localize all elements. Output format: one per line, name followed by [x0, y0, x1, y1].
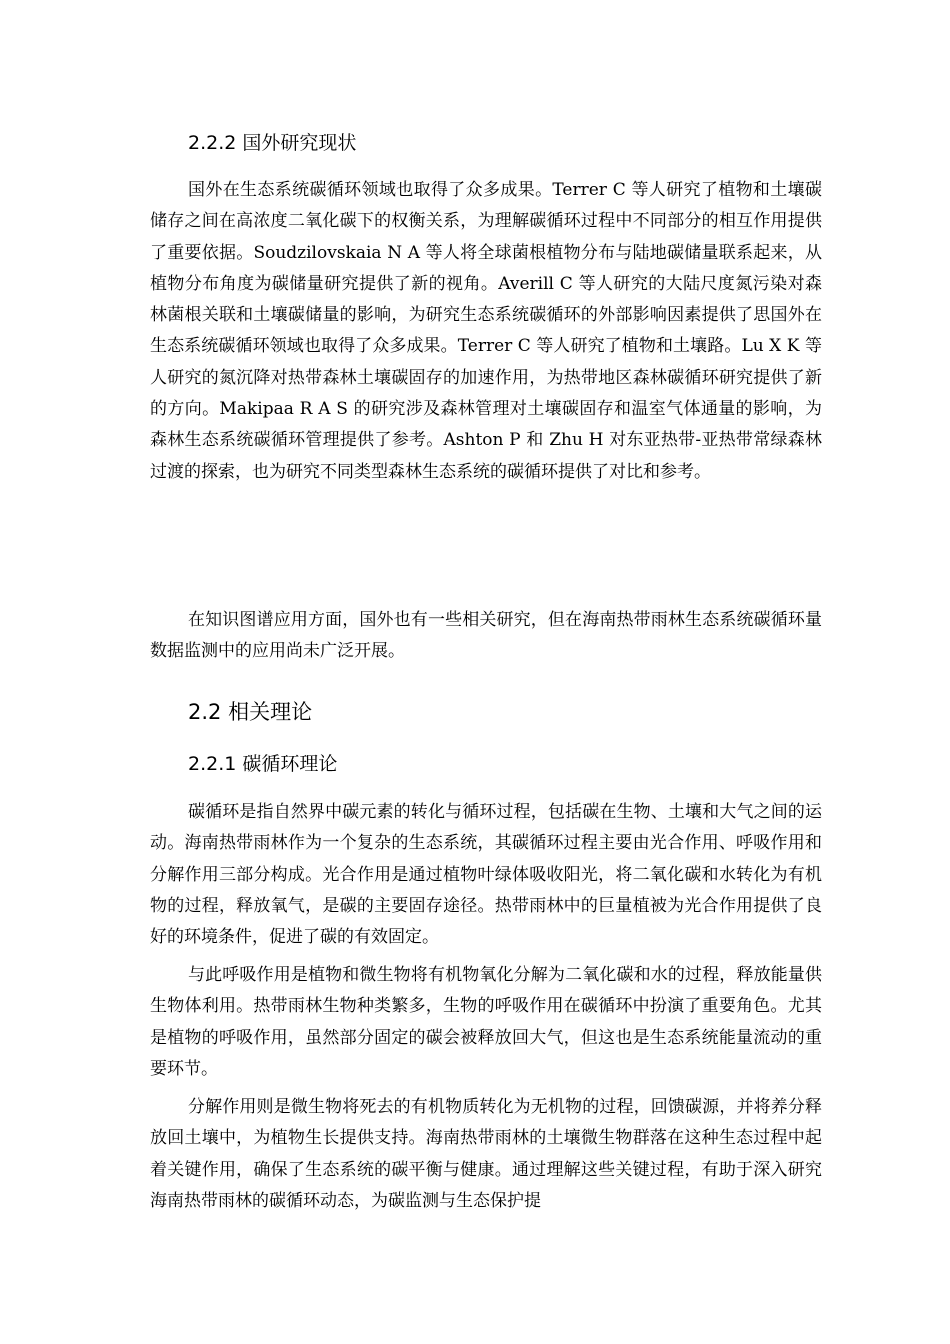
paragraph-decomposition: 分解作用则是微生物将死去的有机物质转化为无机物的过程，回馈碳源，并将养分释放回土壤中，为植物生长提供支持。海南热带雨林的土壤微生物群落在这种生态过程中起着关键作用，确保了生态系统的碳平衡与健康。通过理解这些关键过程，有助于深入研究海南热带雨林的碳循环动态，为碳监测与生态保护提 — [150, 1097, 822, 1211]
section-heading-related-theory: 2.2 相关理论 — [188, 700, 313, 724]
paragraph-carbon-cycle-definition: 碳循环是指自然界中碳元素的转化与循环过程，包括碳在生物、土壤和大气之间的运动。海南热带雨林作为一个复杂的生态系统，其碳循环过程主要由光合作用、呼吸作用和分解作用三部分构成。光合作用是通过植物叶绿体吸收阳光，将二氧化碳和水转化为有机物的过程，释放氧气，是碳的主要固存途径。热带雨林中的巨量植被为光合作用提供了良好的环境条件，促进了碳的有效固定。 — [150, 802, 822, 948]
section-heading-carbon-cycle-theory: 2.2.1 碳循环理论 — [188, 753, 338, 775]
section-heading-foreign-status: 2.2.2 国外研究现状 — [188, 132, 357, 154]
paragraph-knowledge-graph: 在知识图谱应用方面，国外也有一些相关研究，但在海南热带雨林生态系统碳循环量数据监测中的应用尚未广泛开展。 — [150, 610, 822, 662]
paragraph-foreign-research: 国外在生态系统碳循环领域也取得了众多成果。Terrer C 等人研究了植物和土壤碳储存之间在高浓度二氧化碳下的权衡关系，为理解碳循环过程中不同部分的相互作用提供了重要依据。Soudzilovskaia N A 等人将全球菌根植物分布与陆地碳储量联系起来，从植物分布角度为碳储量研究提供了新的视角。Averill C 等人研究的大陆尺度氮污染对森林菌根关联和土壤碳储量的影响，为研究生态系统碳循环的外部影响因素提供了思国外在生态系统碳循环领域也取得了众多成果。Terrer C 等人研究了植物和土壤路。Lu X K 等人研究的氮沉降对热带森林土壤碳固存的加速作用，为热带地区森林碳循环研究提供了新的方向。Makipaa R A S 的研究涉及森林管理对土壤碳固存和温室气体通量的影响，为森林生态系统碳循环管理提供了参考。Ashton P 和 Zhu H 对东亚热带-亚热带常绿森林过渡的探索，也为研究不同类型森林生态系统的碳循环提供了对比和参考。 — [150, 180, 822, 482]
paragraph-respiration: 与此呼吸作用是植物和微生物将有机物氧化分解为二氧化碳和水的过程，释放能量供生物体利用。热带雨林生物种类繁多，生物的呼吸作用在碳循环中扮演了重要角色。尤其是植物的呼吸作用，虽然部分固定的碳会被释放回大气，但这也是生态系统能量流动的重要环节。 — [150, 965, 822, 1079]
